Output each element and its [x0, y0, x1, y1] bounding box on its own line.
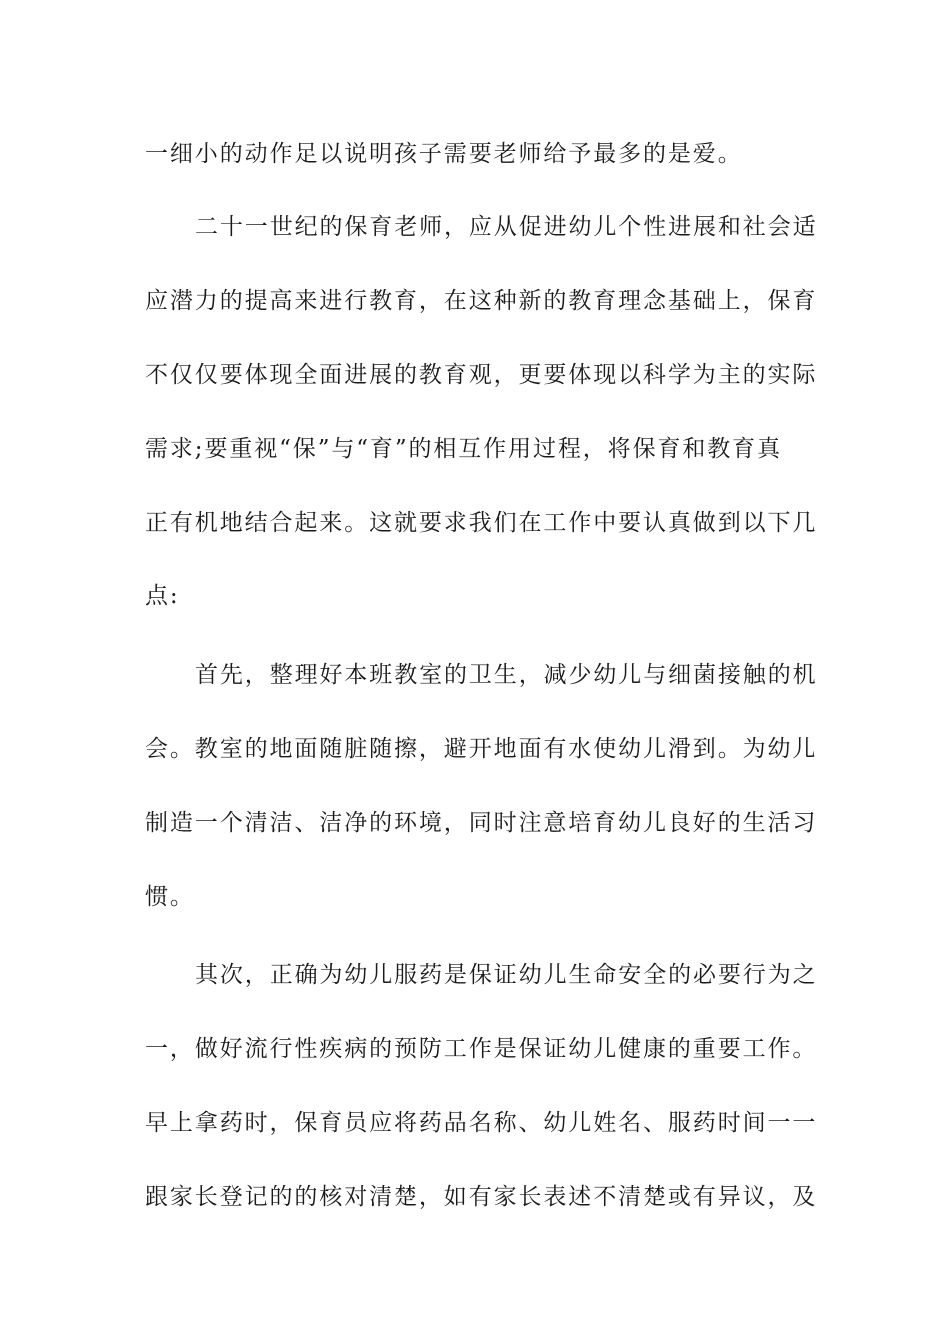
paragraph-3-line-3: 制造一个清洁、洁净的环境，同时注意培育幼儿良好的生活习 — [145, 810, 818, 836]
paragraph-2-line-3: 不仅仅要体现全面进展的教育观，更要体现以科学为主的实际 — [145, 362, 818, 388]
paragraph-4-line-2: 一，做好流行性疾病的预防工作是保证幼儿健康的重要工作。 — [145, 1036, 818, 1062]
paragraph-2-line-1: 二十一世纪的保育老师，应从促进幼儿个性进展和社会适 — [195, 214, 818, 240]
paragraph-1-line-1: 一细小的动作足以说明孩子需要老师给予最多的是爱。 — [145, 141, 743, 167]
paragraph-4-line-4: 跟家长登记的的核对清楚，如有家长表述不清楚或有异议，及 — [145, 1184, 818, 1210]
paragraph-4-line-1: 其次，正确为幼儿服药是保证幼儿生命安全的必要行为之 — [195, 962, 818, 988]
paragraph-2-line-5: 正有机地结合起来。这就要求我们在工作中要认真做到以下几 — [145, 510, 818, 536]
paragraph-2-line-6: 点: — [145, 583, 180, 609]
paragraph-4-line-3: 早上拿药时，保育员应将药品名称、幼儿姓名、服药时间一一 — [145, 1110, 818, 1136]
paragraph-3-line-1: 首先，整理好本班教室的卫生，减少幼儿与细菌接触的机 — [195, 662, 818, 688]
paragraph-3-line-2: 会。教室的地面随脏随擦，避开地面有水使幼儿滑到。为幼儿 — [145, 736, 818, 762]
paragraph-2-line-2: 应潜力的提高来进行教育，在这种新的教育理念基础上，保育 — [145, 288, 818, 314]
paragraph-3-line-4: 惯。 — [145, 884, 195, 910]
paragraph-2-line-4: 需求;要重视“保”与“育”的相互作用过程，将保育和教育真 — [145, 436, 782, 462]
